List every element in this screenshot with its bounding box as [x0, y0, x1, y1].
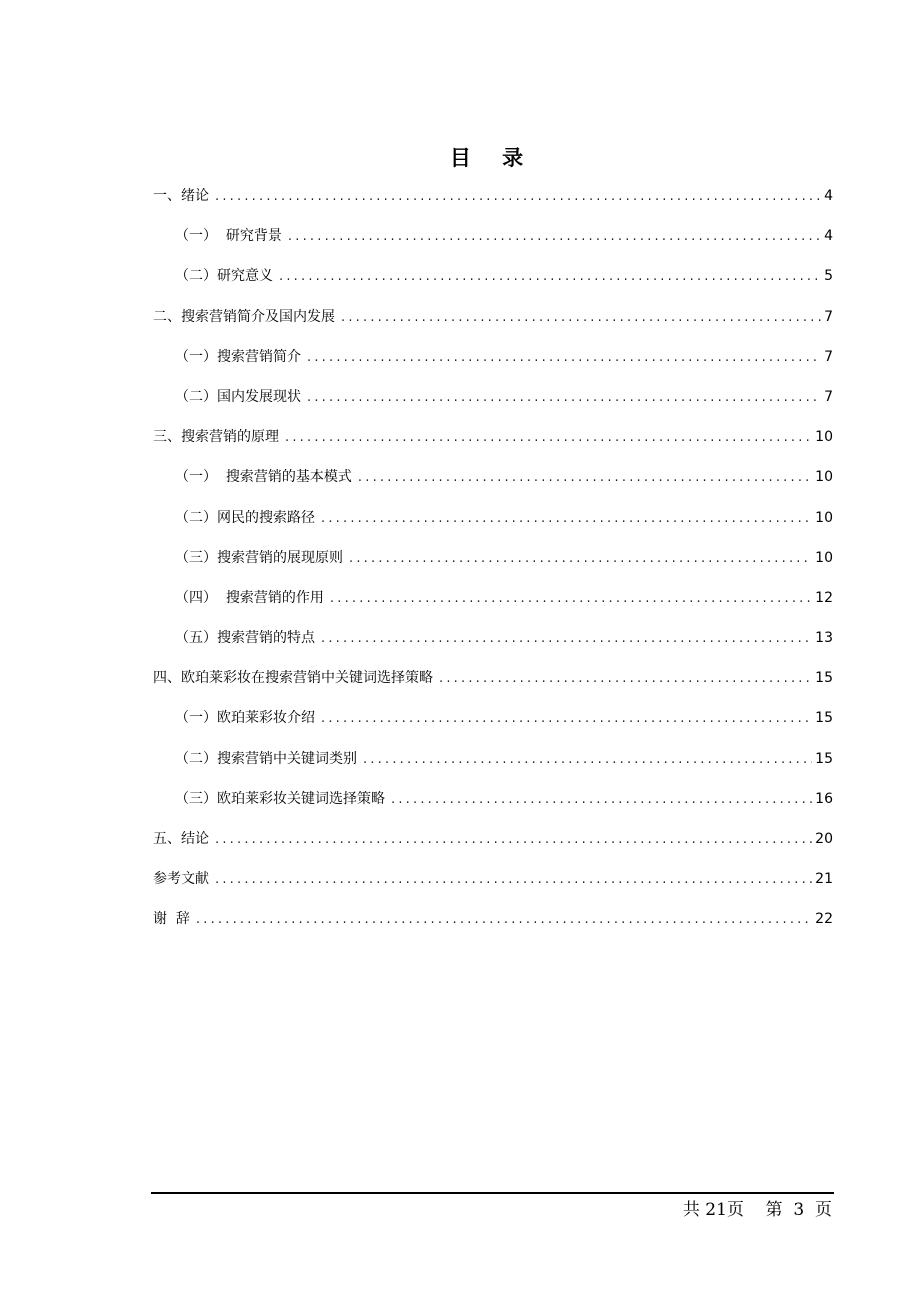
toc-entry[interactable] [153, 667, 833, 707]
toc-entry[interactable] [153, 748, 833, 788]
toc-entry-page: 20 [815, 831, 833, 847]
toc-entry-page: 7 [824, 348, 833, 365]
toc-entry-label: （四） 搜索营销的作用 [175, 589, 324, 606]
toc-entry[interactable] [153, 466, 833, 506]
toc-leader-dots [330, 588, 812, 610]
toc-entry-label: （二）研究意义 [175, 268, 273, 285]
page-title: 目 录 [449, 146, 536, 170]
toc-entry-page: 4 [824, 228, 833, 245]
toc-entry-label: （一）欧珀莱彩妆介绍 [175, 710, 315, 727]
toc-entry-label: 参考文献 [153, 871, 209, 888]
toc-leader-dots [358, 467, 812, 489]
toc-entry[interactable] [153, 707, 833, 747]
toc-leader-dots [341, 307, 821, 329]
toc-leader-dots [321, 708, 812, 730]
toc-entry-page: 15 [815, 670, 833, 687]
toc-entry[interactable] [153, 225, 833, 265]
toc-entry[interactable] [153, 627, 833, 667]
toc-entry-label: 一、绪论 [153, 188, 209, 204]
toc-entry[interactable] [153, 386, 833, 426]
toc-leader-dots [215, 186, 821, 208]
toc-entry-page: 13 [815, 630, 833, 647]
toc-entry[interactable] [153, 547, 833, 587]
toc-entry[interactable] [153, 868, 833, 908]
toc-entry[interactable] [153, 426, 833, 466]
toc-leader-dots [321, 508, 812, 530]
toc-leader-dots [321, 628, 812, 650]
toc-entry-label: （二）国内发展现状 [175, 388, 301, 405]
toc-leader-dots [307, 387, 821, 409]
toc-entry-label: 二、搜索营销简介及国内发展 [153, 308, 335, 325]
toc-entry-page: 22 [815, 911, 833, 928]
toc-entry-page: 10 [815, 469, 833, 486]
page-footer: 共 21页 第 3 页 [682, 1200, 832, 1220]
toc-entry-page: 7 [824, 308, 833, 325]
toc-entry-page: 10 [815, 509, 833, 526]
toc-entry-page: 10 [815, 429, 833, 446]
toc-entry[interactable] [153, 587, 833, 627]
toc-entry-label: （五）搜索营销的特点 [175, 630, 315, 647]
toc-leader-dots [391, 789, 812, 811]
toc-entry-label: （三）搜索营销的展现原则 [175, 549, 343, 566]
toc-entry-label: （一）搜索营销简介 [175, 348, 301, 365]
toc-entry[interactable] [153, 265, 833, 305]
toc-entry-page: 4 [824, 188, 833, 204]
toc-entry[interactable] [153, 346, 833, 386]
toc-entry-page: 16 [815, 790, 833, 807]
toc-leader-dots [215, 869, 812, 891]
toc-leader-dots [288, 226, 821, 248]
toc-entry-page: 21 [815, 871, 833, 888]
table-of-contents [153, 185, 833, 949]
toc-entry-page: 10 [815, 549, 833, 566]
toc-entry-label: （一） 研究背景 [175, 228, 282, 245]
toc-leader-dots [279, 266, 821, 288]
toc-leader-dots [285, 427, 812, 449]
footer-divider [151, 1192, 834, 1194]
toc-entry[interactable] [153, 185, 833, 225]
toc-entry-page: 15 [815, 750, 833, 767]
toc-leader-dots [363, 749, 812, 771]
toc-entry-label: （二）网民的搜索路径 [175, 509, 315, 526]
toc-leader-dots [196, 909, 812, 931]
toc-entry-label: 五、结论 [153, 831, 209, 847]
toc-entry-label: 谢 辞 [153, 911, 190, 928]
toc-entry[interactable] [153, 507, 833, 547]
toc-leader-dots [215, 829, 812, 851]
toc-entry-page: 12 [815, 589, 833, 606]
toc-entry[interactable] [153, 828, 833, 868]
toc-entry-page: 15 [815, 710, 833, 727]
toc-entry-label: 四、欧珀莱彩妆在搜索营销中关键词选择策略 [153, 670, 433, 687]
toc-entry-page: 5 [824, 268, 833, 285]
toc-leader-dots [439, 668, 812, 690]
toc-entry[interactable] [153, 306, 833, 346]
toc-entry-label: （一） 搜索营销的基本模式 [175, 469, 352, 486]
toc-entry-label: （三）欧珀莱彩妆关键词选择策略 [175, 790, 385, 807]
toc-leader-dots [349, 548, 812, 570]
toc-entry-page: 7 [824, 388, 833, 405]
toc-leader-dots [307, 347, 821, 369]
toc-entry[interactable] [153, 908, 833, 948]
toc-entry-label: （二）搜索营销中关键词类别 [175, 750, 357, 767]
toc-entry[interactable] [153, 788, 833, 828]
toc-entry-label: 三、搜索营销的原理 [153, 429, 279, 446]
